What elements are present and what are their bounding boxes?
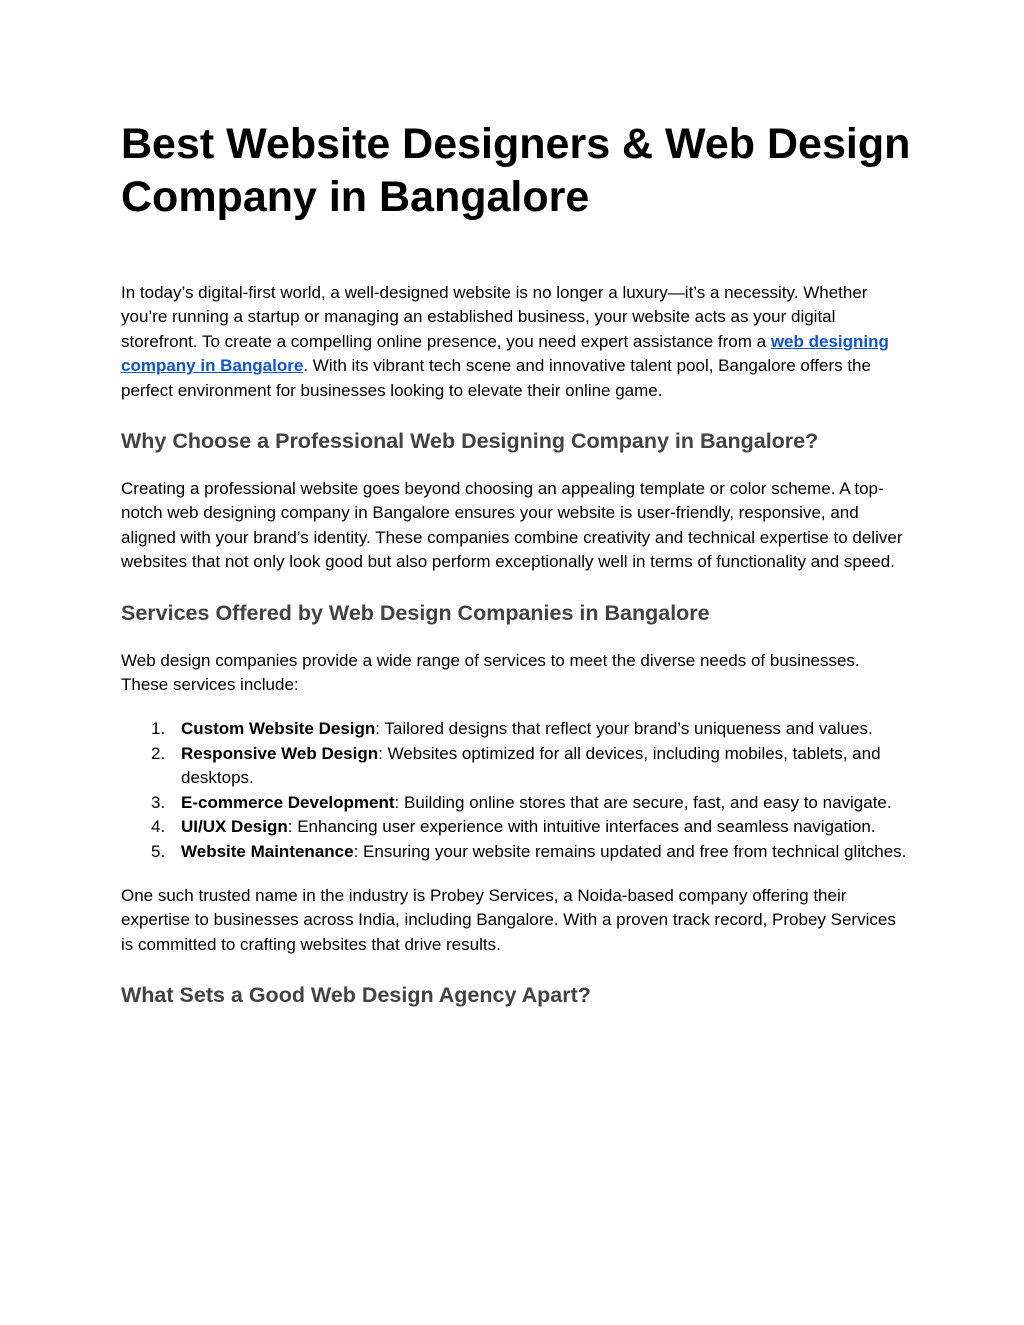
list-item-desc: : Ensuring your website remains updated and free from technical glitches. — [353, 841, 907, 861]
list-item — [121, 815, 911, 839]
list-number: 5. — [151, 841, 166, 861]
list-item-desc: : Enhancing user experience with intuitive interfaces and seamless navigation. — [287, 817, 876, 837]
page-title: Best Website Designers & Web Design Company in Bangalore — [121, 120, 911, 221]
list-item — [121, 840, 911, 864]
services-intro-paragraph: Web design companies provide a wide range of services to meet the diverse needs of businesses. These services include: — [121, 650, 860, 695]
list-number: 2. — [151, 743, 166, 763]
list-item — [121, 717, 911, 741]
list-item-desc: : Websites optimized for all devices, including mobiles, tablets, and desktops. — [181, 743, 881, 788]
why-choose-paragraph: Creating a professional website goes beyond choosing an appealing template or color scheme. A top-notch web designing company in Bangalore ensures your website is user-friendly, responsive, and aligned with your brand’s identity. These companies combine creativity and technical expertise to deliver websites that not only look good but also perform exceptionally well in terms of functionality and speed. — [121, 479, 903, 572]
list-item-desc: : Building online stores that are secure, fast, and easy to navigate. — [394, 792, 892, 812]
list-item-term: E-commerce Development — [181, 792, 395, 812]
list-item-term: Custom Website Design — [181, 719, 376, 739]
list-item — [121, 742, 911, 791]
intro-paragraph — [121, 281, 911, 403]
probey-paragraph: One such trusted name in the industry is Probey Services, a Noida-based company offering their expertise to businesses across India, including Bangalore. With a proven track record, Probey Services is committed to crafting websites that drive results. — [121, 885, 896, 954]
list-item-term: UI/UX Design — [181, 817, 288, 837]
web-designing-company-link[interactable]: web designing company in Bangalore — [121, 331, 889, 376]
intro-text-start: In today’s digital-first world, a well-designed website is no longer a luxury—it’s a necessity. Whether you’re running a startup or managing an established business, your website acts as your digital storefront. To create a compelling online presence, you need expert assistance from a — [121, 283, 868, 351]
list-number: 3. — [151, 792, 166, 812]
services-list — [121, 717, 911, 863]
list-number: 1. — [151, 719, 166, 739]
section-heading-agency-apart: What Sets a Good Web Design Agency Apart? — [121, 983, 591, 1008]
list-item-desc: : Tailored designs that reflect your brand’s uniqueness and values. — [375, 719, 873, 739]
section-heading-services: Services Offered by Web Design Companies in Bangalore — [121, 600, 710, 625]
list-item — [121, 791, 911, 815]
section-heading-why-choose: Why Choose a Professional Web Designing Company in Bangalore? — [121, 429, 819, 454]
list-item-term: Website Maintenance — [181, 841, 354, 861]
list-item-term: Responsive Web Design — [181, 743, 379, 763]
document-page — [121, 118, 911, 1009]
list-number: 4. — [151, 817, 166, 837]
intro-text-end: . With its vibrant tech scene and innovative talent pool, Bangalore offers the perfect environment for businesses looking to elevate their online game. — [121, 356, 871, 400]
